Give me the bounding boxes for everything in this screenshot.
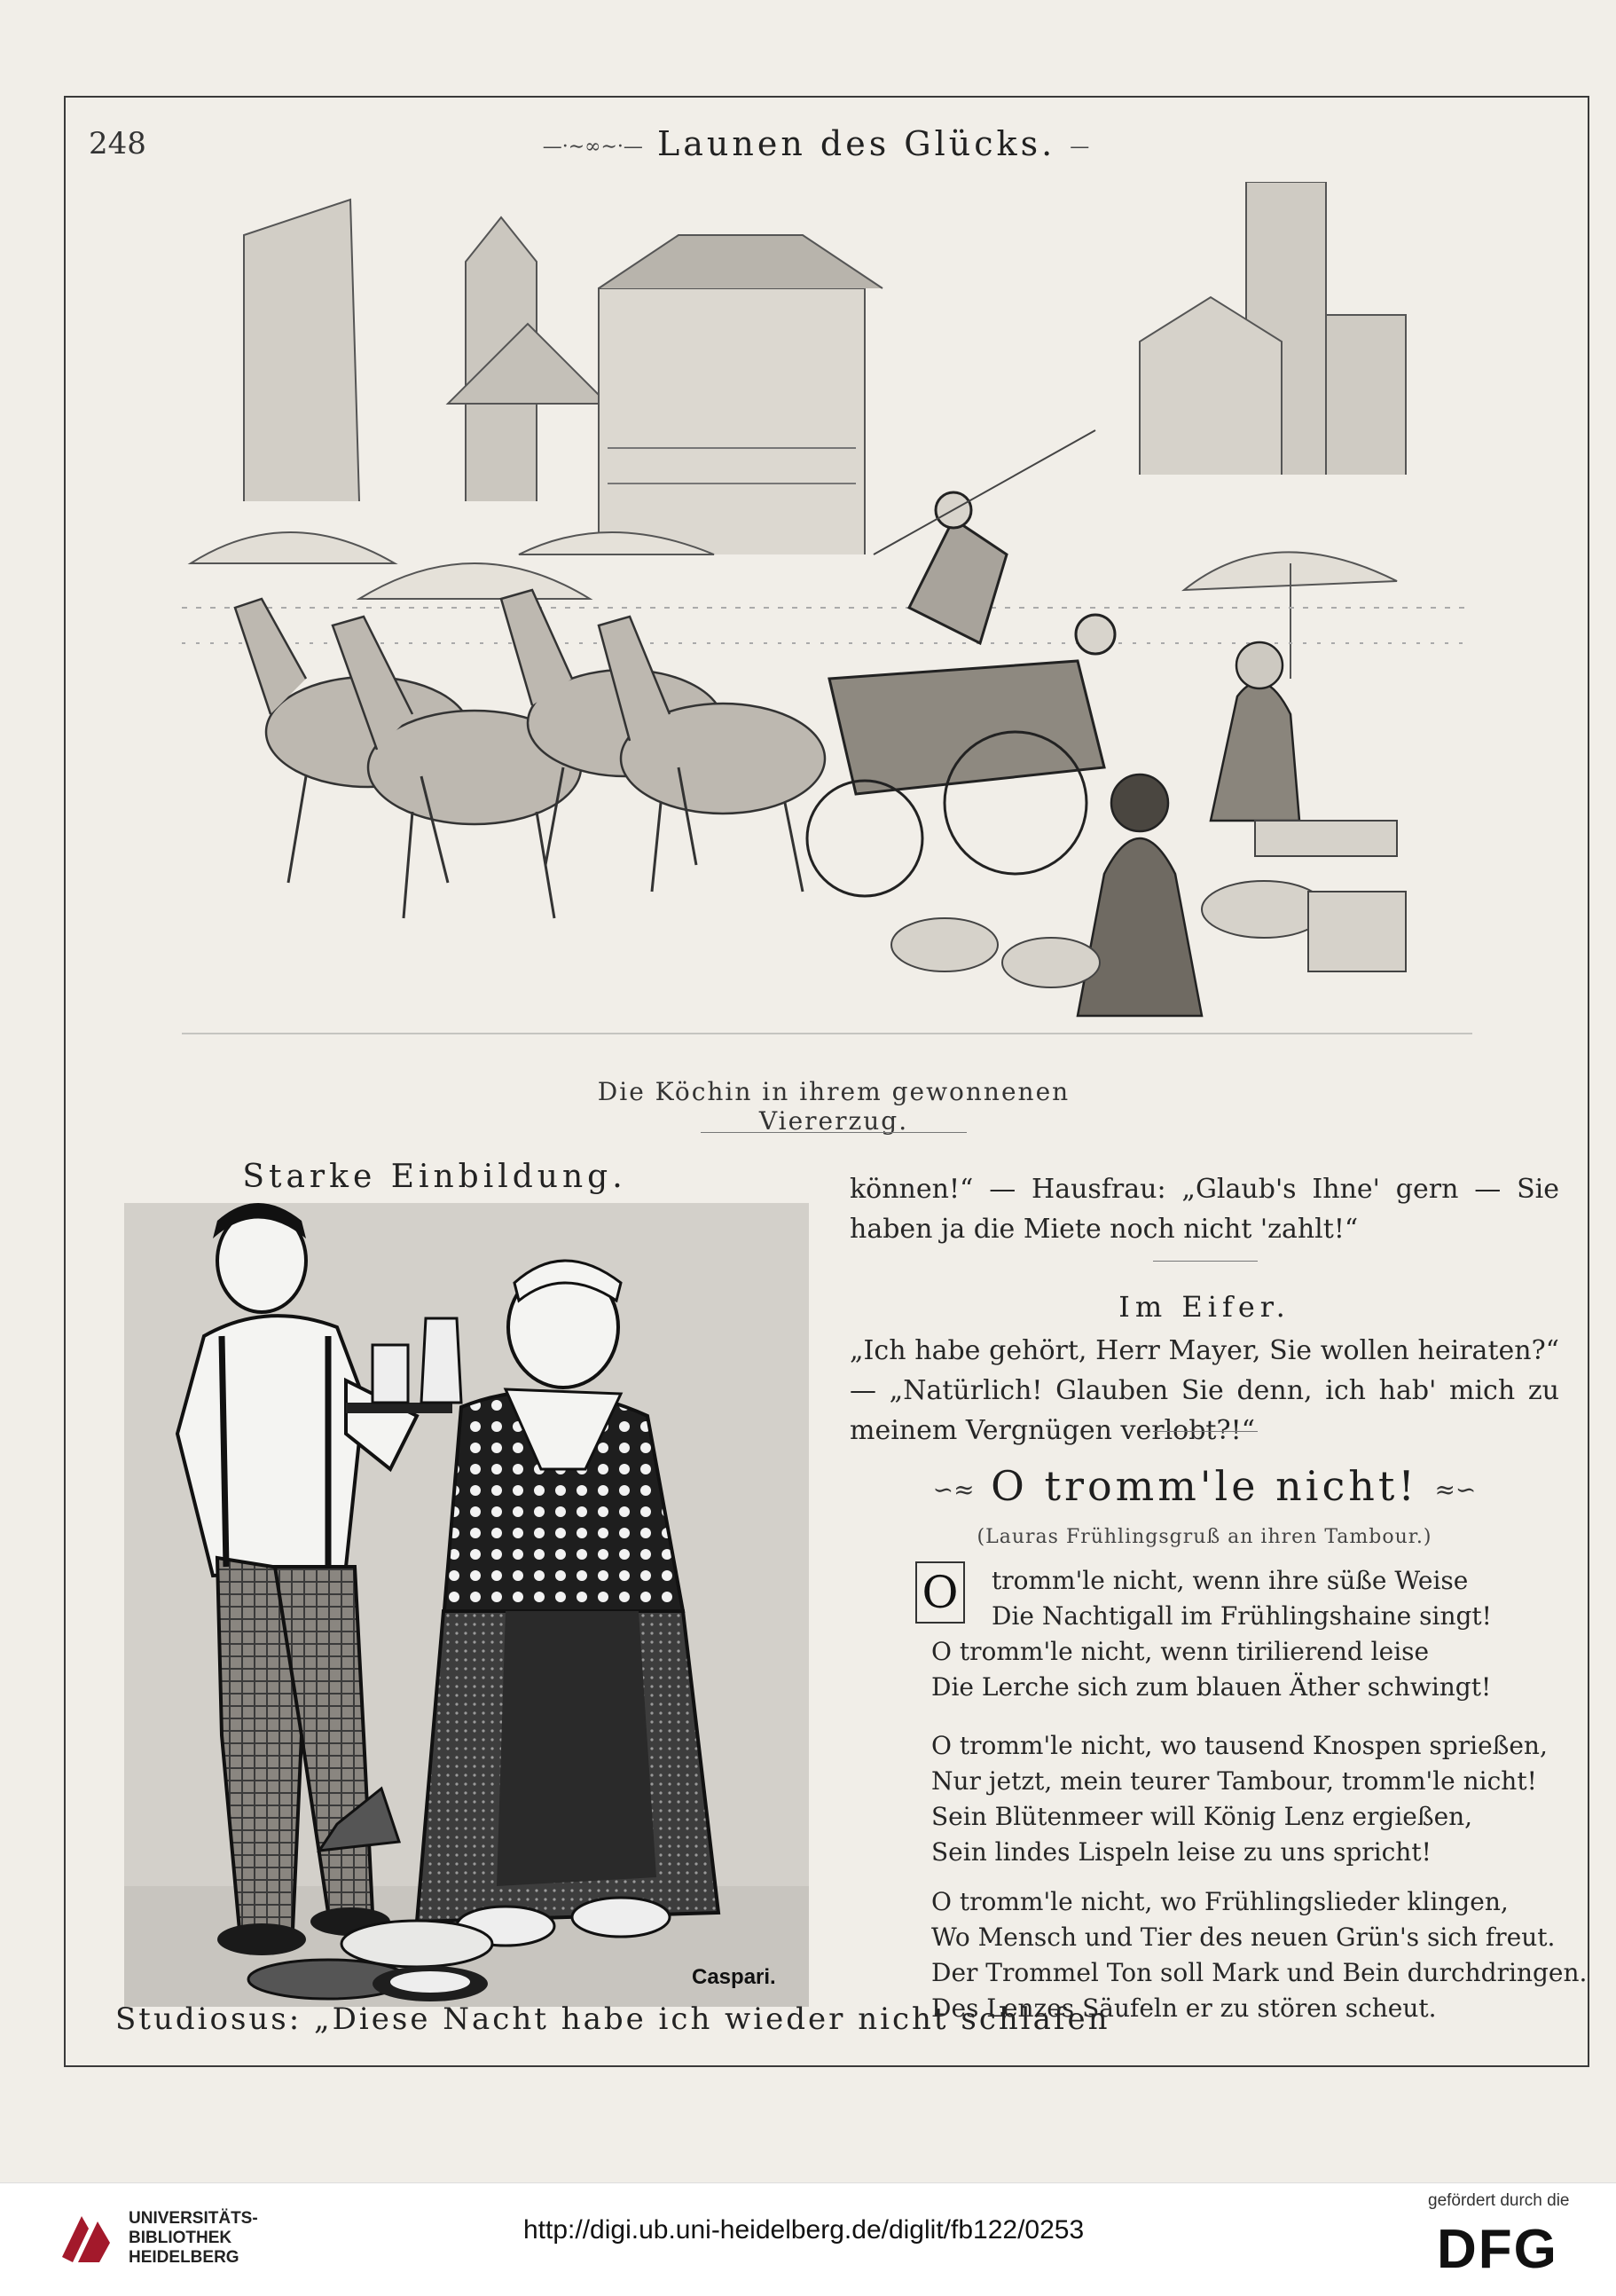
- illustration-caption: Die Köchin in ihrem gewonnenen Viererzug.: [597, 1077, 1071, 1136]
- running-title-text: Launen des Glücks.: [657, 124, 1056, 163]
- section-rule-1: [1153, 1261, 1258, 1262]
- section-rule-2: [1153, 1431, 1258, 1432]
- poem-line: Sein Blütenmeer will König Lenz ergießen,: [931, 1802, 1473, 1831]
- caption-rule: [701, 1132, 967, 1133]
- poem-line: O tromm'le nicht, wenn tirilierend leise: [931, 1637, 1430, 1666]
- swash-left-icon: ∽≈: [932, 1474, 975, 1505]
- poem-line: Die Nachtigall im Frühlingshaine singt!: [992, 1601, 1492, 1631]
- cartoon-caption: Studiosus: „Diese Nacht habe ich wieder nicht schlafen: [115, 2001, 1110, 2037]
- page-number: 248: [89, 126, 146, 161]
- library-name: [129, 2209, 258, 2268]
- poem-stanza-3: [850, 1884, 1616, 2026]
- poem-line: Die Lerche sich zum blauen Äther schwingt!: [931, 1672, 1492, 1702]
- library-name-line: BIBLIOTHEK: [129, 2229, 232, 2247]
- permalink-url[interactable]: http://digi.ub.uni-heidelberg.de/diglit/fb122/0253: [523, 2215, 1085, 2245]
- dfg-logo: DFG: [1437, 2219, 1558, 2280]
- cartoon-signature: Caspari.: [692, 1965, 776, 1989]
- funding-text: gefördert durch die: [1428, 2191, 1570, 2210]
- poem-line: Sein lindes Lispeln leise zu uns spricht!: [931, 1837, 1432, 1867]
- student-landlady-cartoon: [124, 1203, 809, 2007]
- poem-line: Nur jetzt, mein teurer Tambour, tromm'le nicht!: [931, 1766, 1537, 1796]
- poem-line: Des Lenzes Säufeln er zu stören scheut.: [931, 1993, 1437, 2023]
- market-carriage-illustration: [182, 182, 1472, 1051]
- poem-line: tromm'le nicht, wenn ihre süße Weise: [992, 1566, 1469, 1595]
- poem-title: [850, 1462, 1559, 1510]
- poem-line: Der Trommel Ton soll Mark und Bein durchdringen.: [931, 1958, 1588, 1987]
- joke-continuation: können!“ — Hausfrau: „Glaub's Ihne' gern — Sie haben ja die Miete noch nicht 'zahlt!“: [850, 1174, 1559, 1245]
- poem-line: O tromm'le nicht, wo Frühlingslieder klingen,: [931, 1887, 1509, 1916]
- library-name-line: UNIVERSITÄTS-: [129, 2209, 258, 2228]
- poem-line: Wo Mensch und Tier des neuen Grün's sich freut.: [931, 1923, 1556, 1952]
- poem-stanza-2: [850, 1728, 1616, 1870]
- ornament-left-icon: —·∼∞∼·—: [542, 136, 643, 158]
- im-eifer-title: Im Eifer.: [1118, 1290, 1290, 1324]
- swash-right-icon: ≈∽: [1434, 1474, 1477, 1505]
- im-eifer-text: „Ich habe gehört, Herr Mayer, Sie wollen heiraten?“ — „Natürlich! Glauben Sie denn, ich hab' mich zu meinem Vergnügen verlobt?!“: [850, 1335, 1559, 1446]
- ornament-right-icon: —: [1070, 136, 1090, 158]
- poem-stanza-1: [850, 1563, 1559, 1705]
- poem-title-text: O tromm'le nicht!: [991, 1462, 1418, 1510]
- university-logo-icon: [55, 2207, 117, 2269]
- poem-line: O tromm'le nicht, wo tausend Knospen sprießen,: [931, 1731, 1548, 1760]
- library-name-line: HEIDELBERG: [129, 2248, 239, 2267]
- cartoon-title: Starke Einbildung.: [242, 1159, 627, 1195]
- drop-cap: O: [915, 1561, 965, 1624]
- poem-subtitle: (Lauras Frühlingsgruß an ihren Tambour.): [977, 1526, 1432, 1548]
